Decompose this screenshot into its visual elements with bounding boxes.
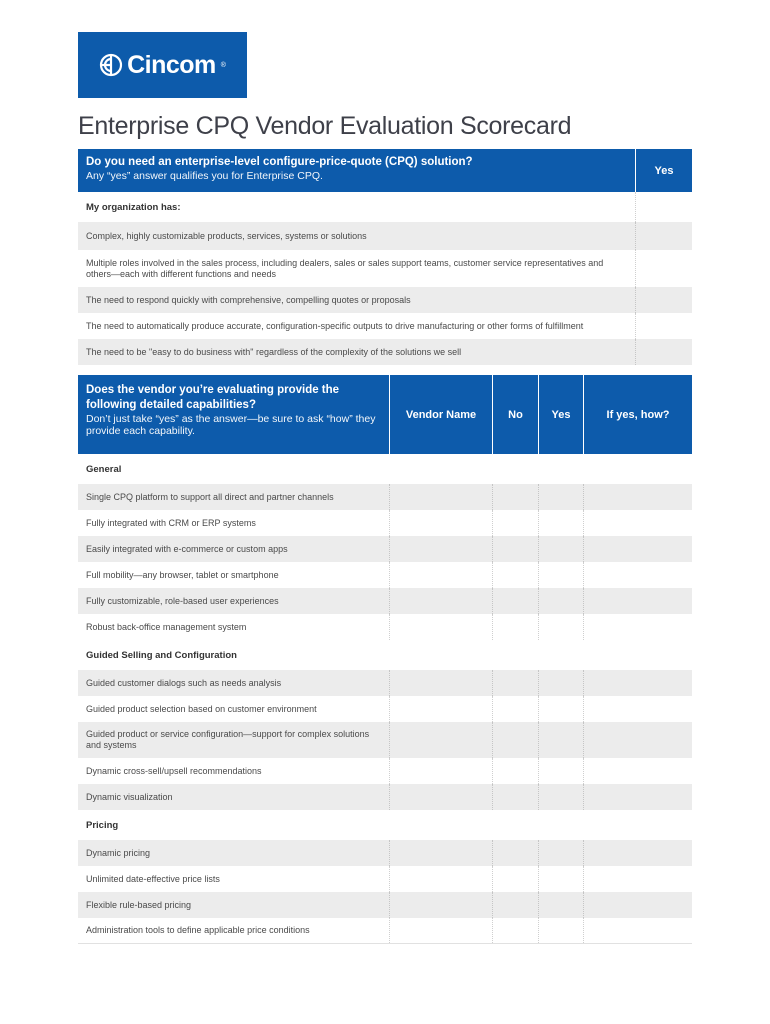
capability-group-heading: Guided Selling and Configuration bbox=[86, 649, 237, 661]
organization-need-row bbox=[78, 250, 692, 287]
vendor-name-cell[interactable] bbox=[389, 484, 492, 510]
vendor-question: Does the vendor you’re evaluating provide the following detailed capabilities? bbox=[86, 384, 340, 411]
no-cell[interactable] bbox=[492, 696, 538, 722]
yes-cell[interactable] bbox=[538, 536, 583, 562]
capability-row bbox=[78, 866, 692, 892]
logo-wordmark: Cincom bbox=[127, 50, 216, 79]
yes-cell[interactable] bbox=[635, 250, 692, 287]
yes-cell[interactable] bbox=[538, 484, 583, 510]
cincom-globe-icon bbox=[99, 53, 123, 77]
if-yes-how-cell[interactable] bbox=[583, 510, 692, 536]
if-yes-how-cell[interactable] bbox=[583, 892, 692, 918]
column-header-vendor-name: Vendor Name bbox=[389, 375, 492, 454]
if-yes-how-cell[interactable] bbox=[583, 562, 692, 588]
capability-label: Full mobility—any browser, tablet or smartphone bbox=[86, 569, 279, 580]
if-yes-how-cell[interactable] bbox=[583, 840, 692, 866]
organization-need-row bbox=[78, 222, 692, 250]
capability-row bbox=[78, 484, 692, 510]
capability-row bbox=[78, 510, 692, 536]
no-cell[interactable] bbox=[492, 484, 538, 510]
capability-group-row bbox=[78, 640, 692, 670]
yes-cell[interactable] bbox=[538, 722, 583, 758]
yes-cell[interactable] bbox=[538, 562, 583, 588]
capability-label: Unlimited date-effective price lists bbox=[86, 873, 220, 884]
vendor-name-cell[interactable] bbox=[389, 758, 492, 784]
capability-label: Dynamic cross-sell/upsell recommendations bbox=[86, 765, 262, 776]
yes-cell[interactable] bbox=[635, 313, 692, 339]
vendor-name-cell[interactable] bbox=[389, 918, 492, 943]
capability-label: Dynamic pricing bbox=[78, 840, 389, 866]
vendor-name-cell[interactable] bbox=[389, 614, 492, 640]
if-yes-how-cell[interactable] bbox=[583, 614, 692, 640]
capability-row bbox=[78, 722, 692, 758]
no-cell[interactable] bbox=[492, 510, 538, 536]
capability-group-heading: Pricing bbox=[86, 819, 119, 831]
cpq-need-header bbox=[78, 149, 692, 192]
vendor-capabilities-section bbox=[78, 375, 692, 944]
if-yes-how-cell[interactable] bbox=[583, 536, 692, 562]
no-cell[interactable] bbox=[492, 918, 538, 943]
capability-label: Guided product or service configuration—support for complex solutions and systems bbox=[78, 722, 389, 758]
cpq-need-section bbox=[78, 149, 692, 365]
vendor-name-cell[interactable] bbox=[389, 562, 492, 588]
yes-cell[interactable] bbox=[538, 758, 583, 784]
vendor-name-cell[interactable] bbox=[389, 536, 492, 562]
section-subheading: My organization has: bbox=[86, 201, 181, 213]
column-header-if-yes-how: If yes, how? bbox=[583, 375, 692, 454]
capability-row bbox=[78, 614, 692, 640]
no-cell[interactable] bbox=[492, 866, 538, 892]
organization-need-label: Complex, highly customizable products, services, systems or solutions bbox=[78, 222, 635, 250]
yes-cell[interactable] bbox=[538, 588, 583, 614]
no-cell[interactable] bbox=[492, 588, 538, 614]
no-cell[interactable] bbox=[492, 892, 538, 918]
capability-label: Flexible rule-based pricing bbox=[78, 892, 389, 918]
vendor-name-cell[interactable] bbox=[389, 588, 492, 614]
no-cell[interactable] bbox=[492, 840, 538, 866]
capability-row bbox=[78, 840, 692, 866]
vendor-subtext: Don’t just take “yes” as the answer—be sure to ask “how” they provide each capability. bbox=[86, 413, 376, 437]
yes-cell[interactable] bbox=[538, 840, 583, 866]
page-title: Enterprise CPQ Vendor Evaluation Scorecard bbox=[78, 112, 572, 140]
no-cell[interactable] bbox=[492, 670, 538, 696]
no-cell[interactable] bbox=[492, 784, 538, 810]
vendor-name-cell[interactable] bbox=[389, 866, 492, 892]
capability-row bbox=[78, 918, 692, 944]
yes-cell[interactable] bbox=[538, 696, 583, 722]
yes-cell[interactable] bbox=[538, 510, 583, 536]
no-cell[interactable] bbox=[492, 536, 538, 562]
cpq-need-subtext: Any “yes” answer qualifies you for Enterprise CPQ. bbox=[86, 170, 323, 182]
capability-label: Guided product selection based on customer environment bbox=[86, 703, 317, 714]
capability-row bbox=[78, 696, 692, 722]
cpq-need-question: Do you need an enterprise-level configure-price-quote (CPQ) solution? bbox=[86, 156, 473, 168]
yes-cell[interactable] bbox=[538, 918, 583, 943]
capability-row bbox=[78, 536, 692, 562]
column-header-yes: Yes bbox=[538, 375, 583, 454]
yes-cell[interactable] bbox=[635, 222, 692, 250]
capability-group-heading: General bbox=[86, 463, 122, 475]
yes-cell[interactable] bbox=[538, 866, 583, 892]
column-header-no: No bbox=[492, 375, 538, 454]
cincom-logo bbox=[78, 32, 247, 98]
vendor-name-cell[interactable] bbox=[389, 670, 492, 696]
capability-label: Fully integrated with CRM or ERP systems bbox=[86, 517, 256, 528]
vendor-name-cell[interactable] bbox=[389, 510, 492, 536]
capability-label: Easily integrated with e-commerce or custom apps bbox=[78, 536, 389, 562]
capability-group-row bbox=[78, 454, 692, 484]
capability-group-row bbox=[78, 810, 692, 840]
capability-label: Dynamic visualization bbox=[78, 784, 389, 810]
organization-need-row bbox=[78, 339, 692, 365]
if-yes-how-cell[interactable] bbox=[583, 722, 692, 758]
organization-need-label: The need to respond quickly with comprehensive, compelling quotes or proposals bbox=[78, 287, 635, 313]
if-yes-how-cell[interactable] bbox=[583, 670, 692, 696]
if-yes-how-cell[interactable] bbox=[583, 866, 692, 892]
capability-row bbox=[78, 588, 692, 614]
vendor-name-cell[interactable] bbox=[389, 892, 492, 918]
no-cell[interactable] bbox=[492, 722, 538, 758]
vendor-capabilities-header bbox=[78, 375, 692, 454]
organization-need-label: The need to be "easy to do business with" regardless of the complexity of the solutions we sell bbox=[78, 339, 635, 365]
if-yes-how-cell[interactable] bbox=[583, 588, 692, 614]
capability-row bbox=[78, 892, 692, 918]
if-yes-how-cell[interactable] bbox=[583, 696, 692, 722]
capability-row bbox=[78, 670, 692, 696]
if-yes-how-cell[interactable] bbox=[583, 484, 692, 510]
logo-registered-mark: ® bbox=[220, 61, 226, 69]
capability-row bbox=[78, 562, 692, 588]
vendor-name-cell[interactable] bbox=[389, 722, 492, 758]
yes-cell[interactable] bbox=[538, 784, 583, 810]
capability-label: Robust back-office management system bbox=[86, 621, 247, 632]
yes-cell[interactable] bbox=[538, 670, 583, 696]
no-cell[interactable] bbox=[492, 562, 538, 588]
vendor-question-block bbox=[78, 375, 389, 454]
organization-need-row bbox=[78, 287, 692, 313]
organization-need-label: The need to automatically produce accurate, configuration-specific outputs to drive manufacturing or other forms of fulfillment bbox=[86, 320, 584, 331]
vendor-name-cell[interactable] bbox=[389, 696, 492, 722]
yes-cell[interactable] bbox=[538, 614, 583, 640]
capability-label: Fully customizable, role-based user experiences bbox=[78, 588, 389, 614]
yes-cell[interactable] bbox=[538, 892, 583, 918]
section-subheading-row bbox=[78, 192, 692, 222]
capability-label: Single CPQ platform to support all direct and partner channels bbox=[78, 484, 389, 510]
no-cell[interactable] bbox=[492, 614, 538, 640]
capability-row bbox=[78, 784, 692, 810]
capability-label: Administration tools to define applicable price conditions bbox=[86, 925, 310, 935]
organization-need-row bbox=[78, 313, 692, 339]
cpq-need-question-block bbox=[78, 149, 635, 192]
if-yes-how-cell[interactable] bbox=[583, 784, 692, 810]
if-yes-how-cell[interactable] bbox=[583, 758, 692, 784]
organization-need-label: Multiple roles involved in the sales process, including dealers, sales or sales support teams, customer service representatives and others—each with different functions and needs bbox=[86, 257, 604, 279]
vendor-name-cell[interactable] bbox=[389, 784, 492, 810]
vendor-name-cell[interactable] bbox=[389, 840, 492, 866]
capability-row bbox=[78, 758, 692, 784]
yes-cell[interactable] bbox=[635, 192, 692, 222]
column-header-yes: Yes bbox=[635, 149, 692, 192]
yes-cell[interactable] bbox=[635, 287, 692, 313]
yes-cell[interactable] bbox=[635, 339, 692, 365]
if-yes-how-cell[interactable] bbox=[583, 918, 692, 943]
capability-label: Guided customer dialogs such as needs analysis bbox=[78, 670, 389, 696]
no-cell[interactable] bbox=[492, 758, 538, 784]
